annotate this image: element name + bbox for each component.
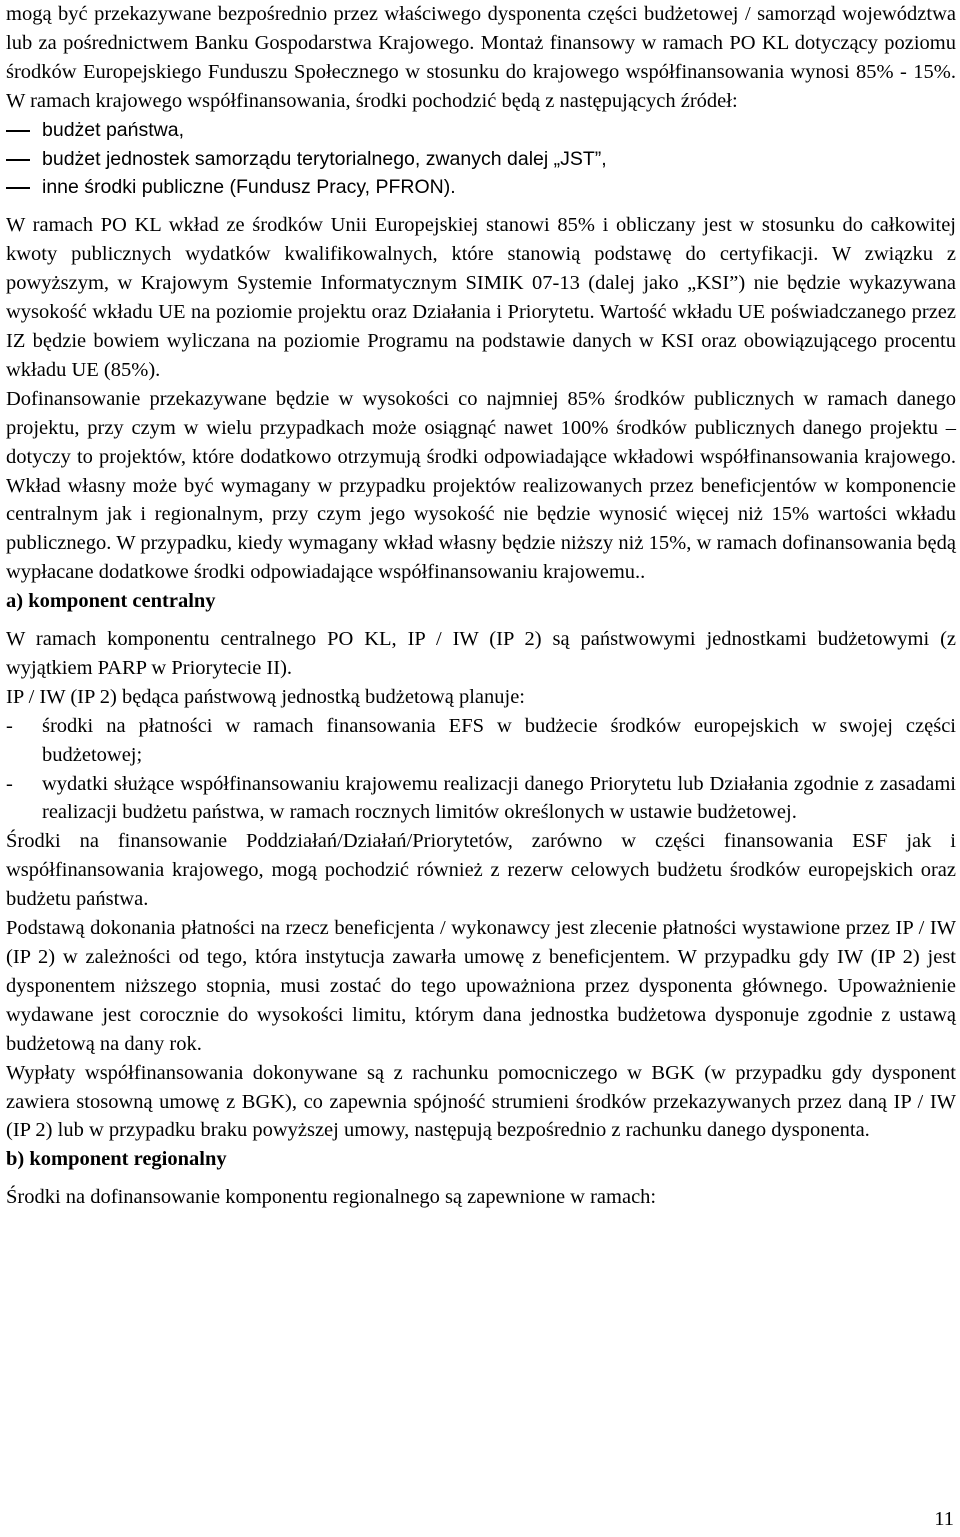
plan-list [6, 712, 956, 828]
plan-intro-paragraph: IP / IW (IP 2) będąca państwową jednostką budżetową planuje: [6, 685, 525, 708]
document-page [6, 0, 956, 1212]
co-financing-paragraph: Dofinansowanie przekazywane będzie w wysokości co najmniej 85% środków publicznych w ramach danego projektu, przy czym w wielu przypadkach może osiągnąć nawet 100% środków publicznych danego projektu – dotyczy to projektów, które dodatkowo otrzymują środki odpowiadające wkładowi współfinansowania krajowego. Wkład własny może być wymagany w przypadku projektów realizowanych przez beneficjentów w komponencie centralnym jak i regionalnym, przy czym jego wysokość nie będzie wynosić więcej niż 15% wartości wkładu publicznego. W przypadku, kiedy wymagany wkład własny będzie niższy niż 15%, w ramach dofinansowania będą wypłacane dodatkowe środki odpowiadające współfinansowaniu krajowemu.. [6, 387, 956, 584]
list-item: - środki na płatności w ramach finansowania EFS w budżecie środków europejskich w swojej części budżetowej; [6, 712, 956, 770]
dash-bullet-icon [6, 159, 30, 161]
section-heading-central: a) komponent centralny [6, 590, 216, 613]
dash-bullet-icon [6, 130, 30, 132]
list-item: budżet jednostek samorządu terytorialnego, zwanych dalej „JST”, [6, 145, 956, 174]
intro-paragraph: mogą być przekazywane bezpośrednio przez właściwego dysponenta części budżetowej / samorząd województwa lub za pośrednictwem Banku Gospodarstwa Krajowego. Montaż finansowy w ramach PO KL dotyczący poziomu środków Europejskiego Funduszu Społecznego w stosunku do krajowego współfinansowania wynosi 85% - 15%. W ramach krajowego współfinansowania, środki pochodzić będą z następujących źródeł: [6, 3, 956, 112]
list-item: budżet państwa, [6, 116, 956, 145]
list-item: inne środki publiczne (Fundusz Pracy, PFRON). [6, 173, 956, 202]
dash-bullet-icon [6, 187, 30, 189]
payouts-paragraph: Wypłaty współfinansowania dokonywane są z rachunku pomocniczego w BGK (w przypadku gdy dysponent zawiera stosowną umowę z BGK), co zapewnia spójność strumieni środków przekazywanych przez daną IP / IW (IP 2) lub w przypadku braku powyższej umowy, następują bezpośrednio z rachunku danego dysponenta. [6, 1061, 956, 1142]
page-number: 11 [934, 1508, 954, 1530]
eu-contribution-paragraph: W ramach PO KL wkład ze środków Unii Europejskiej stanowi 85% i obliczany jest w stosunku do całkowitej kwoty publicznych wydatków kwalifikowalnych, które stanowią podstawę do certyfikacji. W związku z powyższym, w Krajowym Systemie Informatycznym SIMIK 07-13 (dalej jako „KSI”) nie będzie wykazywana wysokość wkładu UE na poziomie projektu oraz Działania i Priorytetu. Wartość wkładu UE poświadczanego przez IZ będzie bowiem wyliczana na poziomie Programu na podstawie danych w KSI oraz obowiązującego procentu wkładu UE (85%). [6, 214, 956, 381]
regional-intro-paragraph: Środki na dofinansowanie komponentu regionalnego są zapewnione w ramach: [6, 1186, 657, 1209]
payments-paragraph: Podstawą dokonania płatności na rzecz beneficjenta / wykonawcy jest zlecenie płatności wystawione przez IP / IW (IP 2) w zależności od tego, która instytucja zawarła umowę z beneficjentem. W przypadku gdy IW (IP 2) jest dysponentem niższego stopnia, musi zostać do tego upoważniona przez dysponenta głównego. Upoważnienie wydawane jest corocznie do wysokości limitu, którym dana jednostka budżetowa dysponuje zgodnie z ustawą budżetową na dany rok. [6, 917, 956, 1055]
hyphen-bullet: - [6, 772, 13, 795]
central-intro-paragraph: W ramach komponentu centralnego PO KL, IP / IW (IP 2) są państwowymi jednostkami budżetowymi (z wyjątkiem PARP w Priorytecie II). [6, 628, 956, 679]
section-heading-regional: b) komponent regionalny [6, 1148, 227, 1171]
funding-sources-list [6, 116, 956, 203]
reserves-paragraph: Środki na finansowanie Poddziałań/Działań/Priorytetów, zarówno w części finansowania ESF jak i współfinansowania krajowego, mogą pochodzić również z rezerw celowych budżetu środków europejskich oraz budżetu państwa. [6, 830, 956, 911]
list-item: - wydatki służące współfinansowaniu krajowemu realizacji danego Priorytetu lub Działania zgodnie z zasadami realizacji budżetu państwa, w ramach rocznych limitów określonych w ustawie budżetowej. [6, 770, 956, 828]
hyphen-bullet: - [6, 714, 13, 737]
